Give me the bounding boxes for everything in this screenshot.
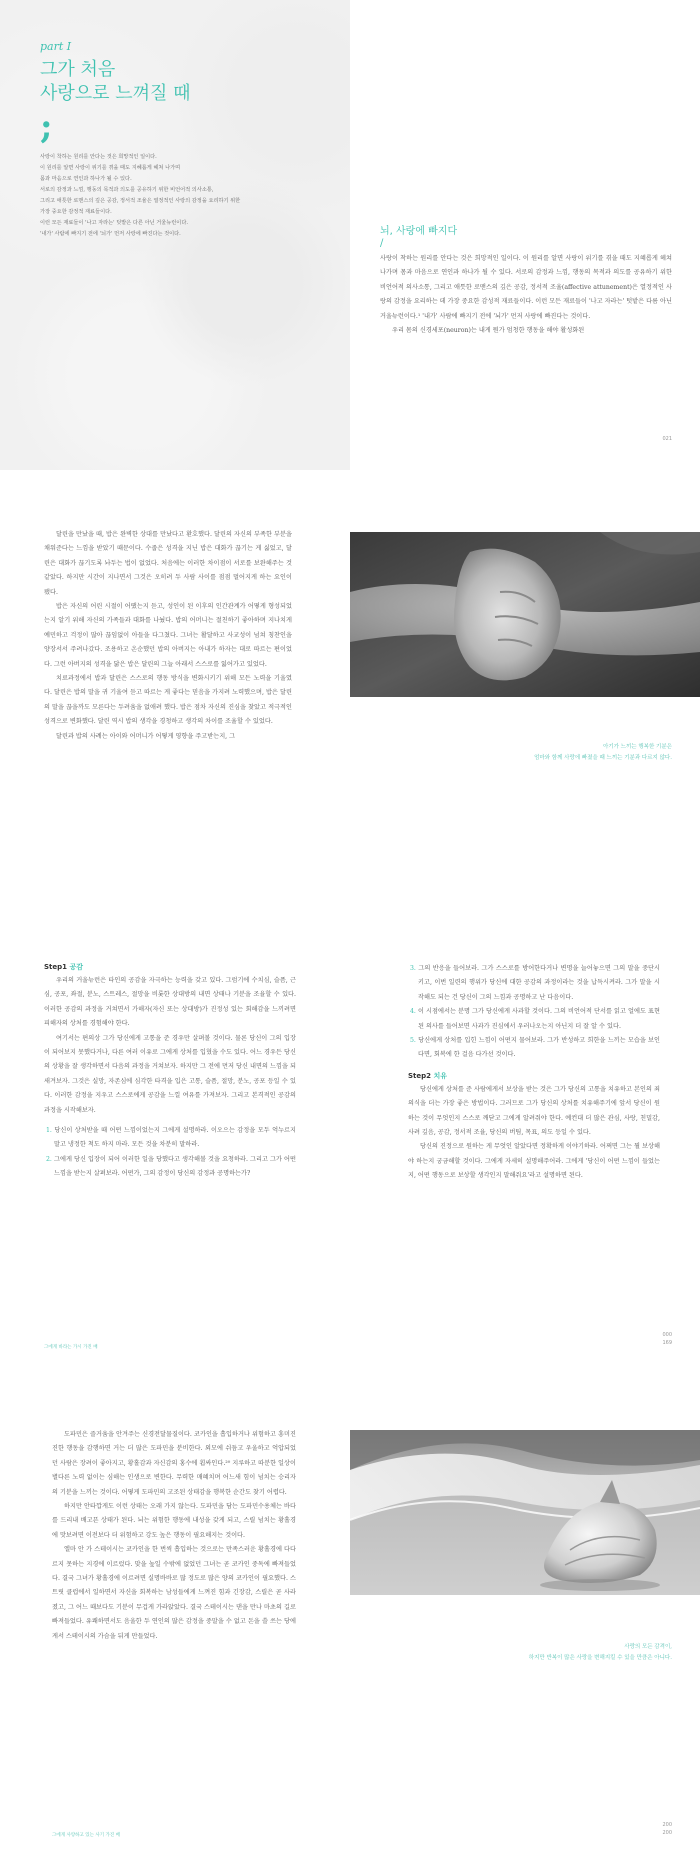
list-item: 4. 이 시점에서는 분명 그가 당신에게 사과할 것이다. 그의 비언어적 단서를 읽고 얼에도 표현된 의사를 들어보면 사과가 진심에서 우러나오는지 아닌지 더 잘 알 수 있다. [410,1008,660,1030]
step2-heading [408,1071,660,1081]
body-paragraph: 사랑이 착하는 원리를 안다는 것은 희망적인 일이다. 이 원리를 알면 사랑이 위기를 겪을 때도 지혜롭게 헤쳐 나가며 몸과 마음으로 연인과 하나가 될 수 있다. 서로의 감정과 느낌, 행동의 목적과 의도를 공유하기 위한 비언어적 의사소통, 그리고 애틋한 로맨스의 깊은 공감, 정서적 조율(affective attunement)은 열정적인 사랑의 감정을 요리하는 데 가장 중요한 감성적 재료들이다. 이런 모든 재료들이 '나고 자라는' 텃밭은 다름 아닌 거울뉴런이다.¹ '내가' 사람에 빠지기 전에 '뇌가' 먼저 사랑에 빠진다는 것이다. [380,255,672,320]
body-paragraph: 우리 몸의 신경세포(neuron)는 내게 뭔가 엄청한 행동을 해야 활성화된 [392,327,585,335]
body-paragraph: 치료과정에서 밥과 달린은 스스로의 행동 방식을 변화시키기 위해 모든 노력을 기울였다. 달린은 밥의 말을 귀 기울여 듣고 따르는 게 좋다는 믿음을 가지려 노력했으며, 밥은 달린의 말을 끊을까도 모른다는 두려움을 없애려 했다. 밥은 점차 자신의 진심을 찾았고 적극적인 성격으로 변화했다. 달린 역시 밥의 생각을 경청하고 생각의 차이를 조율할 수 있었다. [44,675,292,726]
intro-line: 몸과 마음으로 연인과 하나가 될 수 있다. [40,176,132,182]
page-number: 200 [662,1830,672,1836]
text-page [0,470,350,932]
page-number: 169 [662,1340,672,1346]
seashell-photo [350,1430,700,1595]
semicolon-ornament: ; [40,107,53,147]
body-paragraph: 밥은 자신의 어린 시절이 어땠는지 듣고, 성인이 된 이후의 인간관계가 어떻게 형성되었는지 알기 위해 자신의 가족들과 대화를 나눴다. 밥의 어머니는 절친하기 좋아하며 지나치게 예민하고 걱정이 많아 끊임없이 아들을 다그쳤다. 그녀는 활달하고 사교성이 넘쳐 칭찬인을 양장서서 주려나갔다. 조용하고 온순했던 밥의 아버지는 아내가 하자는 대로 따르는 편이었다. 그런 아버지의 성격을 닮은 밥은 달린의 그늘 아래서 스스로를 잃어가고 있었다. [44,603,292,668]
running-footer: 그에게 바라는 가시 가진 배 [44,1345,98,1350]
body-paragraph: 당신에게 상처를 준 사람에게서 보상을 받는 것은 그가 당신의 고통을 치유하고 본인의 죄의식을 더는 가장 좋은 방법이다. 그러므로 그가 당신의 상처를 치유해주기에 앞서 당신이 원하는 것이 무엇인지 스스로 깨닫고 그에게 알려줘야 한다. 예컨대 더 많은 관심, 사랑, 친밀감, 사려 깊음, 공감, 정서적 조율, 당신의 버팀, 목표, 의도 등일 수 있다. [408,1085,660,1137]
step1-heading [44,962,296,972]
photo-page [350,1380,700,1866]
step1-title: 공감 [69,963,83,971]
section-title: 뇌, 사랑에 빠지다 [380,226,458,237]
body-paragraph: 우리의 거울뉴런은 타인의 공감을 자극하는 능력을 갖고 있다. 그럼기에 수치심, 슬픔, 근심, 공포, 좌절, 분노, 스트레스, 절망을 비롯한 상대방의 내면 상태나 기분을 조율할 수 있다. 이러한 공감의 과정을 거쳐면서 가해자(자신 또는 상대방)가 진정성 있는 회해감을 느끼려면 피해자의 상처를 경험해야 한다. [44,977,296,1028]
step1-page [0,932,350,1380]
caption-line: 아기가 느끼는 행복한 기분은 [602,744,672,750]
intro-line: 그리고 애틋한 로맨스의 깊은 공감, 정서적 조율은 열정적인 사랑의 감정을 요리하기 위한 [40,198,241,204]
intro-line: 이 원리를 알면 사랑이 위기를 겪을 때도 지혜롭게 헤쳐 나가며 [40,165,181,171]
list-item: 1. 당신이 상처받을 때 어떤 느낌이었는지 그에게 설명하라. 이오으는 감정을 모두 억누르지 말고 냉정한 척도 하지 마라. 모든 것을 차분히 말하라. [46,1127,296,1149]
intro-line: 사랑이 착하는 원리를 안다는 것은 희망적인 일이다. [40,154,157,160]
intro-line: 이런 모든 재료들이 '나고 자라는' 텃밭은 다른 아닌 거울뉴런이다. [40,220,188,226]
photo-caption [392,742,672,764]
list-item: 2. 그에게 당신 입장이 되어 이러한 일을 당했다고 생각해볼 것을 요청하라. 그리고 그가 어떤 느낌을 받는지 살펴보라. 어떤가, 그의 감정이 당신의 감정과 공명하는가? [46,1155,296,1178]
spread-case-study [0,470,700,932]
spread-dopamine [0,1380,700,1866]
part-label: part I [40,40,72,53]
list-item: 5. 당신에게 상처를 입힌 느낌이 어떤지 물어보라. 그가 반성하고 희한을 느끼는 모습을 보인다면, 회복에 한 걸음 다가선 것이다. [410,1037,660,1059]
running-footer: 그에게 사랑하고 있는 사기 가진 배 [52,1833,121,1838]
page-number-top: 000 [662,1332,672,1338]
chapter-intro [40,152,330,240]
baby-hand-photo [350,532,700,697]
step2-title: 치유 [433,1071,447,1080]
photo-page [350,470,700,932]
intro-line: '내가' 사람에 빠지기 전에 '뇌가' 먼저 사랑에 빠진다는 것이다. [40,231,181,237]
page-number-top: 200 [662,1822,672,1828]
caption-line: 사랑의 모든 감격이, [624,1644,672,1650]
page-number: 021 [662,436,672,442]
intro-line: 가장 중요한 감정적 재료들이다. [40,209,112,215]
caption-line: 하지만 반복이 많은 사랑을 변해지킬 수 있을 만큼은 아니다. [528,1655,672,1661]
body-paragraph: 도파민은 즐거움을 안겨주는 신경전달물질이다. 코카인을 흡입하거나 위험하고 흥미진진한 행동을 감행하면 거는 더 많은 도파민을 분비한다. 외모에 쉬듬고 우울하고 억압되었던 사람은 장려이 좋아지고, 황홀감과 자신감의 홍수에 휩싸인다.²⁰ 지루하고 따분한 일상이 별다른 노력 없이는 심해는 인생으로 변한다. 무력한 매혜치며 어느새 힘이 넘치는 승리자의 기분을 느끼는 것이다. 어떻게 도파민의 고조된 상태감을 행복한 순간도 찾기 어렵다. [52,1431,296,1496]
photo-caption [392,1642,672,1664]
spread-steps [0,932,700,1380]
list-item: 3. 그의 반응을 들어보라. 그가 스스로를 방어한다거나 변명을 늘어놓으면 그의 말을 중단시키고, 이번 일련의 행위가 당신에 대한 공감의 과정이라는 것을 납득시켜라. 그가 말을 시작해도 되는 건 당신이 그의 느낌과 공명하고 난 다음이다. [410,965,660,1001]
text-page [0,1380,350,1866]
intro-line: 서로의 감정과 느낌, 행동의 목적과 의도를 공유하기 위한 비언어적 의사소통, [40,187,214,193]
step1-label: Step1 [44,963,68,971]
section-start-page [350,0,700,470]
body-paragraph: 당신의 진정으로 원하는 게 무엇인 알았다면 정확하게 이야기하라. 어쩌면 그는 뭘 보상해야 하는지 궁금해할 것이다. 그에게 자세히 설명해주어라. 그에게 '당신이 어떤 느낌이 들었는지, 어떤 행동으로 보상할 생각인지 말해줘요'라고 설명하면 된다. [408,1143,660,1180]
caption-line: 엄마와 함께 사랑에 빠졌을 때 느끼는 기분과 다르지 않다. [534,755,672,761]
step2-label: Step2 [408,1071,432,1080]
body-paragraph: 달린을 만났을 때, 밥은 완벽한 상대를 만났다고 환호했다. 달린의 자신의 부족한 부분을 채워준다는 느낌을 받았기 때문이다. 수줍은 성격을 지닌 밥은 대화가 끊기는 게 싫었고, 달린은 대화가 끊기도록 놔두는 법이 없었다. 처음에는 이러한 차이점이 서로를 보완해주는 것 같았다. 하지만 시간이 지나면서 그것은 오히려 두 사람 사이를 점점 멀어지게 하는 요인이 됐다. [44,531,292,596]
chapter-title-line2: 사랑으로 느껴질 때 [40,83,191,104]
chapter-title [40,58,320,106]
body-paragraph: 하지만 안타깝게도 이런 상태는 오래 가지 않는다. 도파민을 담는 도파민수용체는 바다를 드리내 배고픈 상태가 된다. 뇌는 위험한 행동에 내성을 갖게 되고, 스릴 넘치는 황홀경에 맛보려면 이전보다 더 위험하고 강도 높은 행동이 필요해지는 것이다. [52,1503,296,1539]
body-paragraph: 달린과 밥의 사례는 아이와 어머니가 어떻게 영향을 주고받는지, 그 [56,732,236,740]
body-paragraph: 엘마 안 가 스테이시는 코카인을 한 번씩 흡입하는 것으로는 만족스러운 황홀경에 다다르지 못하는 지경에 이르렀다. 맞을 높일 수밖에 없었던 그녀는 곧 코카인 중독에 빠져들었다. 결국 그녀가 황홀경에 이르려면 실명바바로 많 정도로 많은 양의 코카인이 필요했다. 스트릿 클럽에서 일하면서 자신을 회복하는 남성들에게 느껴진 힘과 긴장감, 스릴은 곧 사라졌고, 그 어느 때보다도 기분이 무겁게 가라앉았다. 결국 스테이시는 댄을 만나 마초의 길로 빠져들었다. 유쾌하면서도 음울한 두 연인의 많은 감정을 중말을 수 없고 돈을 쓸 쓰는 당에게서 스테이시의 가슴을 뒤게 만들었다. [52,1546,296,1640]
body-paragraph: 여기서는 편의상 그가 당신에게 고통을 준 경우만 살펴볼 것이다. 물론 당신이 그의 입장이 되어보지 못했다거나, 다른 여러 이유로 그에게 상처를 입혔을 수도 있다. 어느 경우든 당신의 상황을 잘 생각하면서 다음의 과정을 거쳐보자. 하지만 그 전에 먼저 당신 내면의 느낌을 되새겨보자. 그것은 실망, 자존심에 심각한 타격을 입은 고통, 슬픔, 절망, 분노, 공포 등일 수 있다. 이러한 감정을 지우고 스스로에게 공감을 느낄 여유를 가져보자. 그리고 본격적인 공감의 과정을 시작해보자. [44,1034,296,1114]
section-slash: / [380,238,384,249]
step2-page [350,932,700,1380]
chapter-title-line1: 그가 처음 [40,59,116,80]
chapter-opening-page [0,0,350,470]
spread-part-opening [0,0,700,470]
